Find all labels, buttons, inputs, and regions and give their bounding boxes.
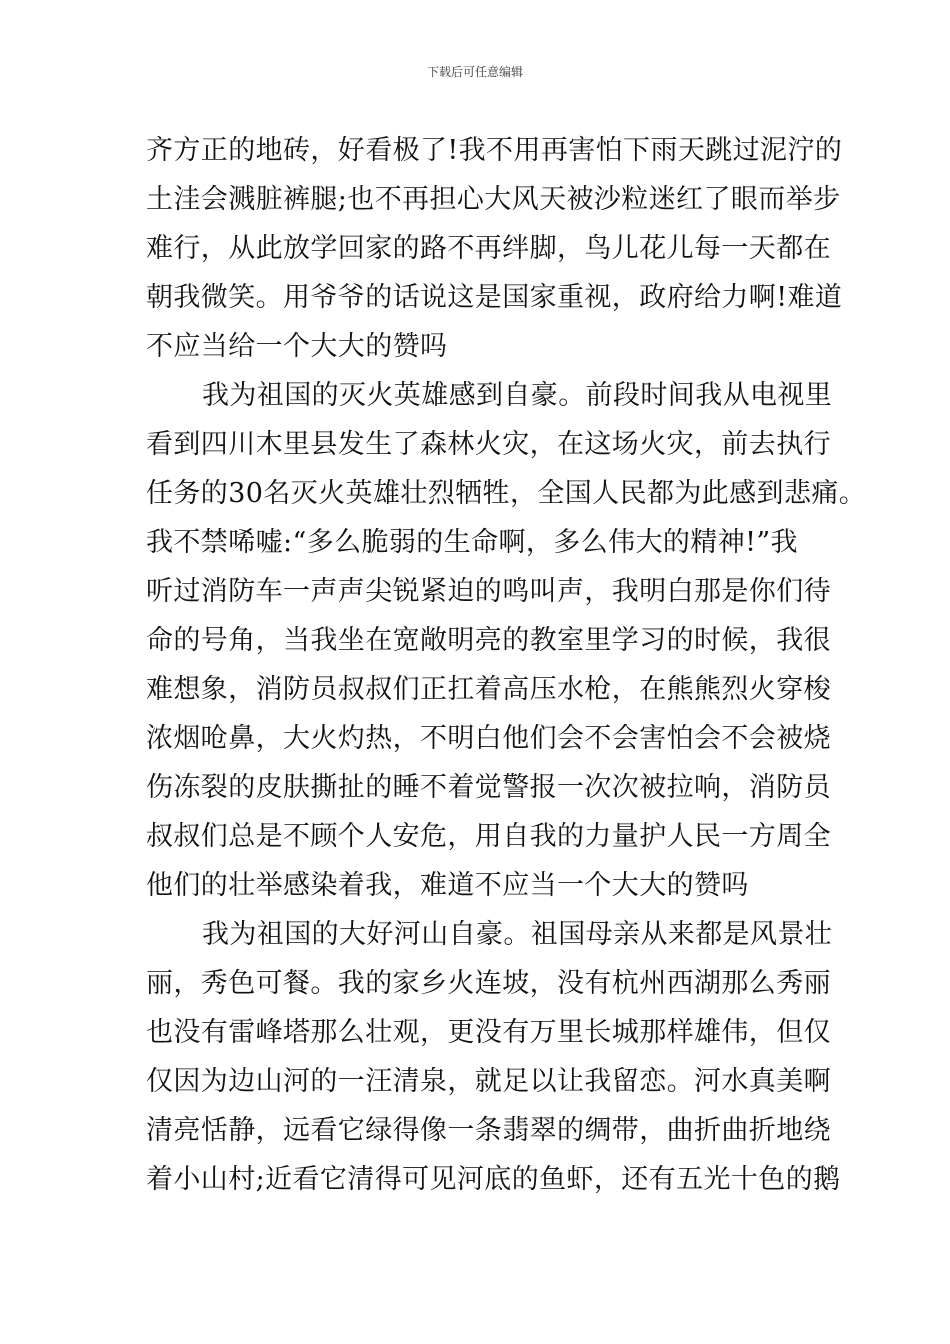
text-line: 也没有雷峰塔那么壮观，更没有万里长城那样雄伟，但仅 xyxy=(146,1017,831,1048)
text-line: 命的号角，当我坐在宽敞明亮的教室里学习的时候，我很 xyxy=(146,625,831,656)
text-line: 土洼会溅脏裤腿;也不再担心大风天被沙粒迷红了眼而举步 xyxy=(146,184,841,215)
paragraph-3 xyxy=(146,910,841,1204)
text-line: 我为祖国的灭火英雄感到自豪。前段时间我从电视里 xyxy=(202,380,833,411)
paragraph-1 xyxy=(146,126,843,371)
text-line: 任务的30名灭火英雄壮烈牺牲，全国人民都为此感到悲痛。 xyxy=(146,478,867,509)
text-line: 齐方正的地砖，好看极了!我不用再害怕下雨天跳过泥泞的 xyxy=(146,135,843,166)
text-line: 着小山村;近看它清得可见河底的鱼虾，还有五光十色的鹅 xyxy=(146,1164,841,1195)
paragraph-2 xyxy=(146,371,867,910)
text-line: 丽，秀色可餐。我的家乡火连坡，没有杭州西湖那么秀丽 xyxy=(146,968,831,999)
text-line: 叔叔们总是不顾个人安危，用自我的力量护人民一方周全 xyxy=(146,821,831,852)
text-line: 难想象，消防员叔叔们正扛着高压水枪，在熊熊烈火穿梭 xyxy=(146,674,831,705)
text-line: 他们的壮举感染着我，难道不应当一个大大的赞吗 xyxy=(146,870,749,901)
text-line: 清亮恬静，远看它绿得像一条翡翠的绸带，曲折曲折地绕 xyxy=(146,1115,831,1146)
text-line: 我为祖国的大好河山自豪。祖国母亲从来都是风景壮 xyxy=(202,919,833,950)
text-line: 看到四川木里县发生了森林火灾，在这场火灾，前去执行 xyxy=(146,429,831,460)
text-line: 伤冻裂的皮肤撕扯的睡不着觉警报一次次被拉响，消防员 xyxy=(146,772,831,803)
text-line: 仅因为边山河的一汪清泉，就足以让我留恋。河水真美啊 xyxy=(146,1066,831,1097)
page-header: 下载后可任意编辑 xyxy=(426,65,523,79)
text-line: 听过消防车一声声尖锐紧迫的鸣叫声，我明白那是你们待 xyxy=(146,576,831,607)
text-line: 朝我微笑。用爷爷的话说这是国家重视，政府给力啊!难道 xyxy=(146,282,843,313)
text-line: 我不禁唏嘘:“多么脆弱的生命啊，多么伟大的精神!”我 xyxy=(146,527,798,558)
text-line: 不应当给一个大大的赞吗 xyxy=(146,331,448,362)
text-line: 浓烟呛鼻，大火灼热，不明白他们会不会害怕会不会被烧 xyxy=(146,723,831,754)
text-line: 难行，从此放学回家的路不再绊脚，鸟儿花儿每一天都在 xyxy=(146,233,831,264)
document-body xyxy=(146,126,867,1204)
